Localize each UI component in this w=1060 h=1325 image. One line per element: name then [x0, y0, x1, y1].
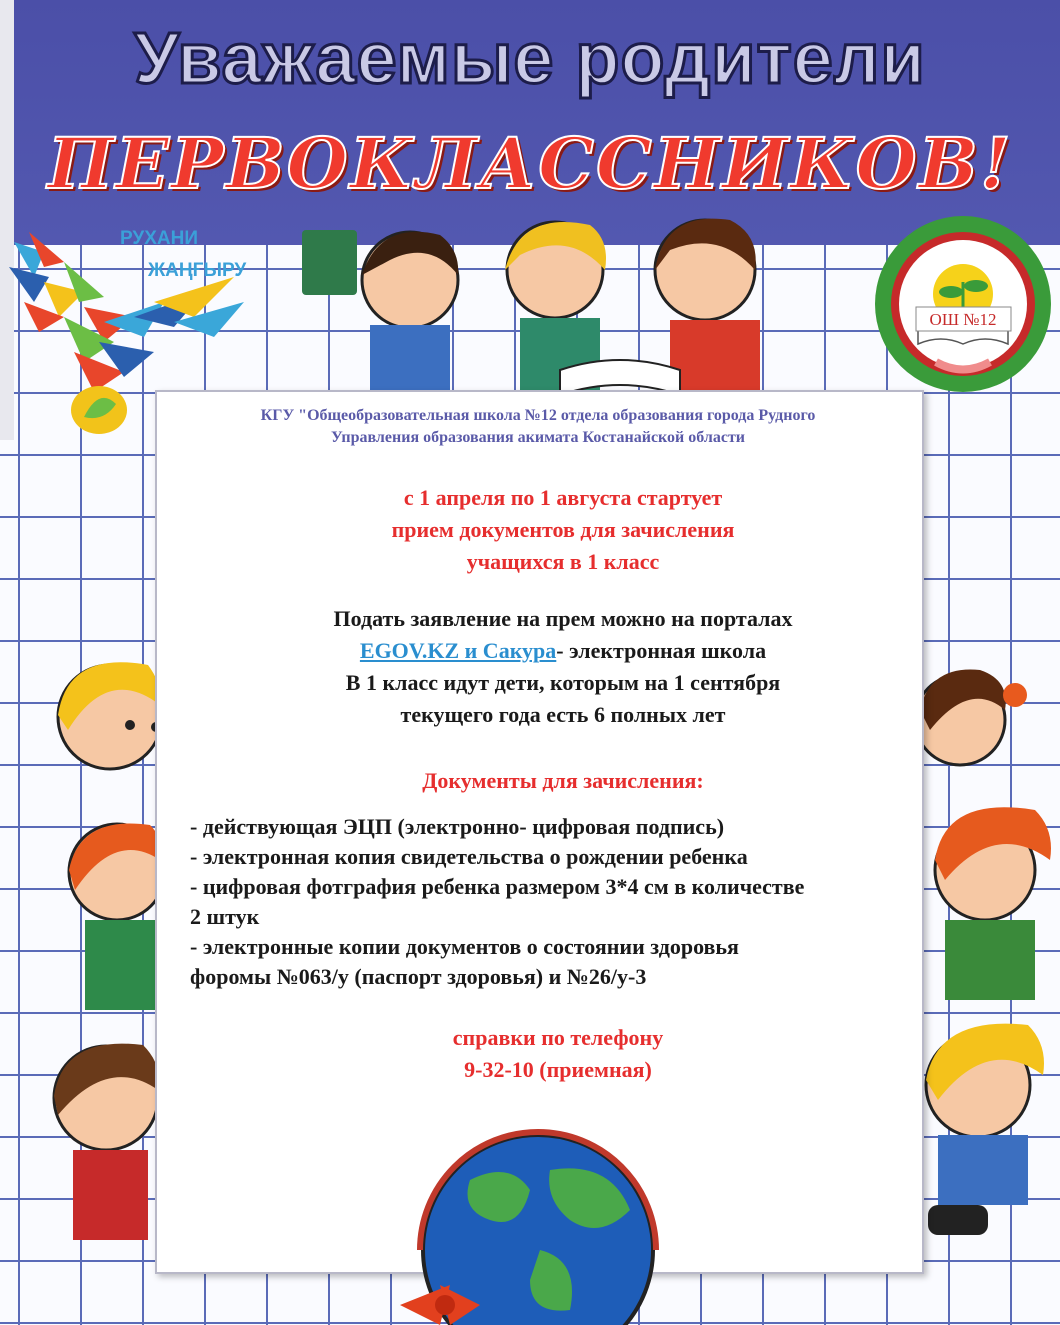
doc-item: форомы №063/у (паспорт здоровья) и №26/у-3	[190, 964, 647, 989]
kid-brunette-left	[28, 1030, 163, 1260]
admission-dates	[158, 482, 968, 578]
start-line3: учащихся в 1 класс	[466, 549, 660, 574]
bow-icon	[1003, 683, 1027, 707]
school-name-line1: КГУ "Общеобразовательная школа №12 отдела образования города Рудного	[260, 407, 816, 424]
application-info	[158, 603, 968, 731]
phone-info	[158, 1022, 958, 1086]
globe-illustration	[380, 1120, 690, 1325]
doc-item: - цифровая фотграфия ребенка размером 3*4 см в количестве	[190, 874, 805, 899]
apply-line2	[158, 635, 968, 667]
apply-line3: В 1 класс идут дети, которым на 1 сентября	[345, 670, 781, 695]
kid-redhead-left	[55, 810, 165, 1010]
doc-item: - действующая ЭЦП (электронно- цифровая подпись)	[190, 814, 725, 839]
start-line1: с 1 апреля по 1 августа стартует	[403, 485, 723, 510]
portal-link[interactable]: EGOV.KZ и Сакура	[359, 638, 557, 663]
title-line1: Уважаемые родители	[134, 19, 926, 99]
phone-number: 9-32-10 (приемная)	[464, 1057, 652, 1082]
doc-item: - электронные копии документов о состоянии здоровья	[190, 934, 739, 959]
emblem-badge-text: ОШ №12	[929, 310, 997, 329]
logo-text-line2: ЖАҢҒЫРУ	[148, 260, 247, 281]
green-book-icon	[302, 230, 357, 295]
kids-reading-illustration	[290, 200, 820, 400]
doc-item: - электронная копия свидетельства о рождении ребенка	[190, 844, 748, 869]
documents-list	[190, 812, 970, 992]
apply-line1: Подать заявление на прем можно на порталах	[333, 606, 793, 631]
school-emblem	[866, 212, 1060, 396]
logo-text-line1: РУХАНИ	[120, 228, 199, 249]
bird-icon	[9, 232, 247, 392]
leaf-icon	[71, 386, 127, 434]
doc-item: 2 штук	[190, 904, 260, 929]
start-line2: прием документов для зачисления	[391, 517, 735, 542]
kid-blonde-left	[48, 645, 163, 795]
school-name-line2: Управления образования акимата Костанайской области	[330, 429, 746, 446]
title-line2: ПЕРВОКЛАССНИКОВ!	[47, 122, 1013, 205]
apply-line2-rest: - электронная школа	[556, 638, 767, 663]
apply-line4: текущего года есть 6 полных лет	[400, 702, 726, 727]
phone-label: справки по телефону	[452, 1025, 664, 1050]
school-name	[158, 405, 918, 449]
documents-heading: Документы для зачисления:	[422, 768, 704, 793]
